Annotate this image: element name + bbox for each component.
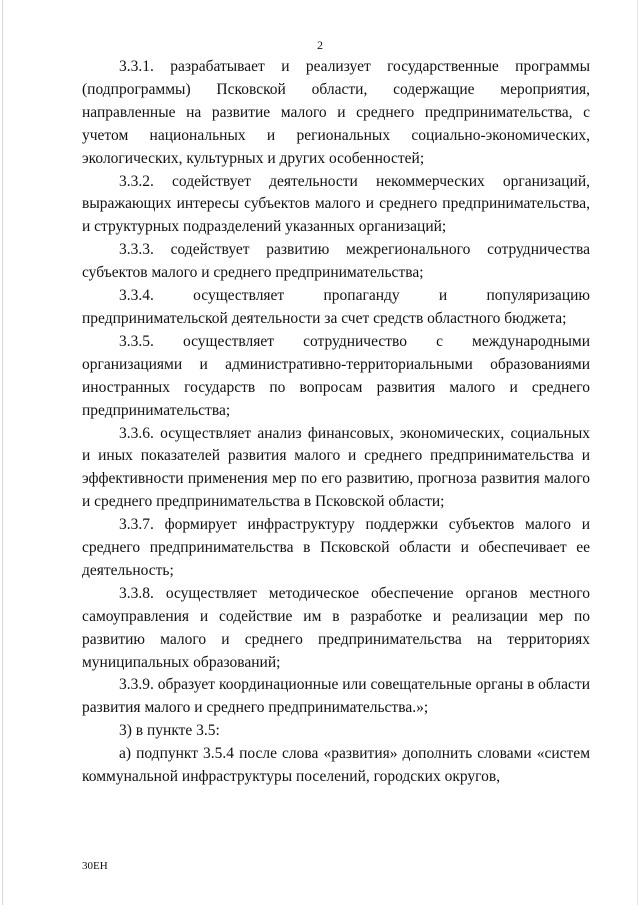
page-number: 2 — [317, 38, 323, 52]
paragraph-subitem-a: а) подпункт 3.5.4 после слова «развития» дополнить словами «систем коммунальной инфраструктуры поселений, городских округов, — [82, 745, 590, 786]
paragraph-3-3-6: 3.3.6. осуществляет анализ финансовых, экономических, социальных и иных показателей развития малого и среднего предпринимательства и эффективности применения мер по его развитию, прогноза развития малого и среднего предпринимательства в Псковской области; — [82, 424, 590, 511]
paragraph-3-3-2: 3.3.2. содействует деятельности некоммерческих организаций, выражающих интересы субъектов малого и среднего предпринимательства, и структурных подразделений указанных организаций; — [82, 172, 590, 236]
paragraph-3-3-4: 3.3.4. осуществляет пропаганду и популяризацию предпринимательской деятельности за счет средств областного бюджета; — [82, 287, 590, 327]
scan-left-edge — [2, 0, 3, 905]
paragraph-3-3-9: 3.3.9. образует координационные или совещательные органы в области развития малого и среднего предпринимательства.»; — [82, 676, 590, 717]
scan-right-edge — [637, 0, 638, 905]
document-body — [82, 56, 590, 789]
paragraph-3-3-5: 3.3.5. осуществляет сотрудничество с международными организациями и административно-территориальными образованиями иностранных государств по вопросам развития малого и среднего предпринимательства; — [82, 332, 590, 419]
paragraph-3-3-8: 3.3.8. осуществляет методическое обеспечение органов местного самоуправления и содействие им в разработке и реализации мер по развитию малого и среднего предпринимательства на территориях муниципальных образований; — [82, 584, 590, 671]
paragraph-item-3: 3) в пункте 3.5: — [119, 722, 220, 740]
paragraph-3-3-1: 3.3.1. разрабатывает и реализует государственные программы (подпрограммы) Псковской области, содержащие мероприятия, направленные на развитие малого и среднего предпринимательства, с учетом национальных и региональных социально-экономических, экологических, культурных и других особенностей; — [82, 58, 590, 167]
paragraph-3-3-7: 3.3.7. формирует инфраструктуру поддержки субъектов малого и среднего предпринимательства в Псковской области и обеспечивает ее деятельность; — [82, 516, 590, 579]
footer-code: 30ЕН — [82, 860, 108, 872]
paragraph-3-3-3: 3.3.3. содействует развитию межрегионального сотрудничества субъектов малого и среднего предпринимательства; — [82, 241, 590, 282]
